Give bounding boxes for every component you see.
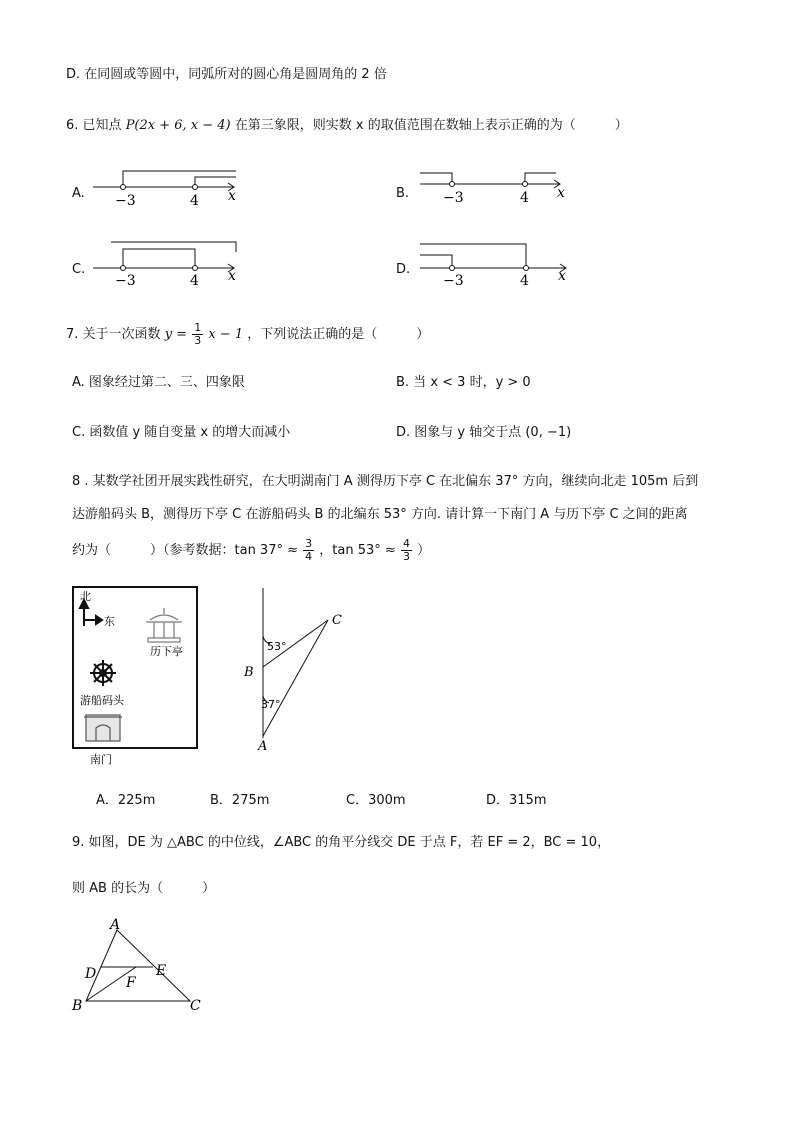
q6-numberline-b <box>420 173 560 188</box>
q7-option-b: B. 当 x < 3 时，y > 0 <box>396 375 531 390</box>
q8-angle-37: 37° <box>261 698 281 711</box>
q8-option-d: D．315m <box>486 793 547 808</box>
q6-option-a-label: A. <box>72 186 85 201</box>
map-pavilion-label: 历下亭 <box>150 645 183 658</box>
q6-option-d-label: D. <box>396 262 411 277</box>
q6-option-c-label: C. <box>72 262 86 277</box>
q7-stem-pre: 7. 关于一次函数 <box>66 327 161 342</box>
q8-figures <box>60 578 360 768</box>
q6-a-tick-neg3: −3 <box>115 193 136 209</box>
q8-tan37-den: 4 <box>305 550 313 563</box>
q7-stem-post: ，下列说法正确的是（ ） <box>247 327 430 342</box>
q7-fraction <box>192 322 203 347</box>
q7-stem <box>66 322 429 348</box>
q8-option-b: B．275m <box>210 793 270 808</box>
map-dock-label: 游船码头 <box>80 694 124 707</box>
q9-triangle <box>86 930 190 1001</box>
q7-option-c: C. 函数值 y 随自变量 x 的增大而减小 <box>72 425 291 440</box>
q8-line3-pre: 约为（ ）（参考数据：tan 37° ≈ <box>72 543 299 558</box>
q8-triangle <box>263 588 328 738</box>
q6-a-axis-x: x <box>228 188 236 204</box>
q8-line3 <box>72 536 430 566</box>
q6-stem-post: 在第三象限，则实数 x 的取值范围在数轴上表示正确的为（ ） <box>234 118 628 133</box>
q6-stem-pre: 6. 已知点 <box>66 118 122 133</box>
q6-c-tick-neg3: −3 <box>115 273 136 289</box>
q7-func-y: y = <box>164 327 188 342</box>
ship-wheel-icon <box>90 660 116 686</box>
q6-number-lines <box>0 0 794 300</box>
q8-line2: 达游船码头 B，测得历下亭 C 在游船码头 B 的北编东 53° 方向. 请计算一下南门 A 与历下亭 C 之间的距离 <box>72 507 688 522</box>
map-gate-label: 南门 <box>90 753 112 766</box>
q9-point-b: B <box>72 998 83 1014</box>
q8-line3-post: ） <box>417 543 431 558</box>
q6-numberline-d <box>420 244 566 272</box>
map-north-label: 北 <box>80 590 91 603</box>
q7-func-rest: x − 1 <box>208 327 244 342</box>
q8-tan37-fraction <box>303 538 314 563</box>
q9-point-a: A <box>110 917 121 933</box>
q6-d-axis-x: x <box>558 268 566 284</box>
q6-d-tick-neg3: −3 <box>443 273 464 289</box>
q8-point-c: C <box>332 613 342 628</box>
q8-point-a: A <box>258 739 268 754</box>
q6-numberline-c <box>93 242 236 272</box>
q8-point-b: B <box>244 665 254 680</box>
q8-option-a: A．225m <box>96 793 156 808</box>
q7-frac-num: 1 <box>194 321 202 334</box>
q8-tan53-den: 3 <box>402 550 410 563</box>
q8-tan53-num: 4 <box>402 537 410 550</box>
q8-angle-53: 53° <box>267 640 287 653</box>
pavilion-icon <box>146 608 182 642</box>
q9-line1: 9. 如图，DE 为 △ABC 的中位线，∠ABC 的角平分线交 DE 于点 F，若 EF = 2，BC = 10， <box>72 835 611 850</box>
q6-c-tick-4: 4 <box>190 273 199 289</box>
q6-a-tick-4: 4 <box>190 193 199 209</box>
q8-option-c: C．300m <box>346 793 406 808</box>
q6-d-tick-4: 4 <box>520 273 529 289</box>
q7-option-a: A. 图象经过第二、三、四象限 <box>72 375 245 390</box>
map-east-label: 东 <box>104 615 115 628</box>
q9-point-c: C <box>190 998 201 1014</box>
q8-tan37-num: 3 <box>305 537 313 550</box>
q7-option-d: D. 图象与 y 轴交于点 (0, −1) <box>396 425 572 440</box>
q6-b-tick-4: 4 <box>520 190 529 206</box>
q7-frac-den: 3 <box>194 334 202 347</box>
q6-option-b-label: B. <box>396 186 410 201</box>
q9-line2: 则 AB 的长为（ ） <box>72 881 216 896</box>
q8-tan53-fraction <box>401 538 412 563</box>
q6-b-axis-x: x <box>557 185 565 201</box>
q9-point-f: F <box>126 975 136 991</box>
q8-line1: 8 . 某数学社团开展实践性研究，在大明湖南门 A 测得历下亭 C 在北偏东 37° 方向，继续向北走 105m 后到 <box>72 474 699 489</box>
q9-point-e: E <box>156 963 167 979</box>
q9-point-d: D <box>85 966 97 982</box>
gate-icon <box>84 715 122 741</box>
q6-numberline-a <box>93 171 236 191</box>
q6-point: P(2x + 6, x − 4) <box>125 118 231 133</box>
q6-b-tick-neg3: −3 <box>443 190 464 206</box>
q6-c-axis-x: x <box>228 268 236 284</box>
compass-icon <box>80 600 102 626</box>
q5-option-d: D. 在同圆或等圆中，同弧所对的圆心角是圆周角的 2 倍 <box>66 67 387 82</box>
q8-line3-mid: ，tan 53° ≈ <box>319 543 396 558</box>
q9-triangle-figure <box>60 915 220 1025</box>
